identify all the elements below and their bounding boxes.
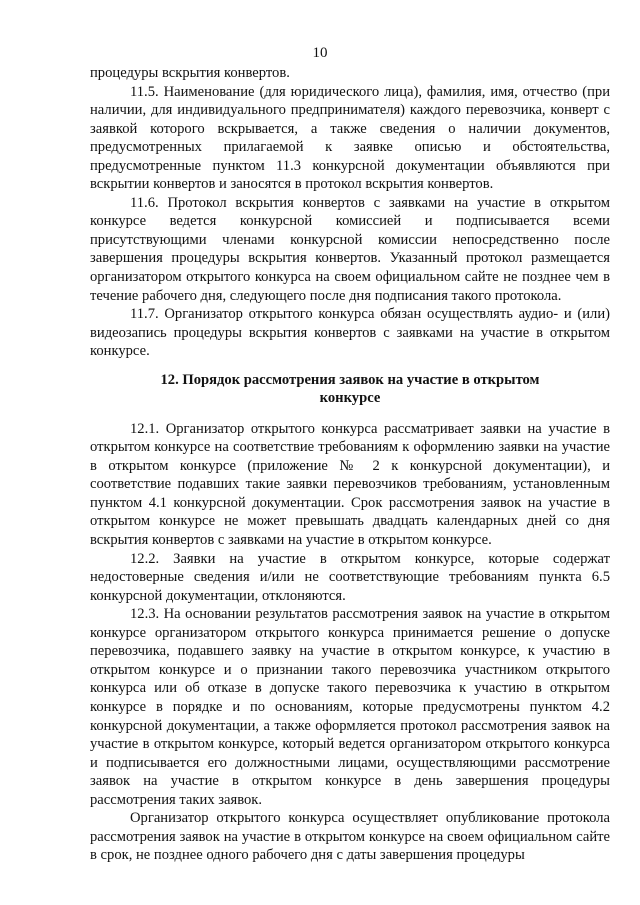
paragraph-11-5: 11.5. Наименование (для юридического лица), фамилия, имя, отчество (при наличии, для индивидуального предпринимателя) каждого перевозчика, конверт с заявкой которого вскрывается, а также сведения о наличии документов, предусмотренных прилагаемой к заявке описью и обстоятельства, предусмотренные пунктом 11.3 конкурсной документации объявляются при вскрытии конвертов и заносятся в протокол вскрытия конвертов. bbox=[90, 83, 610, 193]
paragraph-11-6: 11.6. Протокол вскрытия конвертов с заявками на участие в открытом конкурсе ведется конкурсной комиссией и подписывается всеми присутствующими членами конкурсной комиссии непосредственно после завершения процедуры вскрытия конвертов. Указанный протокол размещается организатором открытого конкурса на своем официальном сайте не позднее чем в течение рабочего дня, следующего после дня подписания такого протокола. bbox=[90, 194, 610, 304]
paragraph-12-2: 12.2. Заявки на участие в открытом конкурсе, которые содержат недостоверные сведения и/или не соответствующие требованиям пункта 6.5 конкурсной документации, отклоняются. bbox=[90, 550, 610, 604]
section-heading-line-1: 12. Порядок рассмотрения заявок на участие в открытом bbox=[160, 371, 540, 388]
document-body bbox=[90, 64, 610, 865]
page-number: 10 bbox=[312, 45, 328, 61]
paragraph-11-7: 11.7. Организатор открытого конкурса обязан осуществлять аудио- и (или) видеозапись процедуры вскрытия конвертов с заявками на участие в открытом конкурсе. bbox=[90, 306, 610, 360]
section-heading-line-2: конкурсе bbox=[319, 390, 381, 407]
paragraph-publication: Организатор открытого конкурса осуществляет опубликование протокола рассмотрения заявок на участие в открытом конкурсе на своем официальном сайте в срок, не позднее одного рабочего дня с даты завершения процедуры bbox=[90, 810, 610, 864]
section-heading bbox=[90, 371, 610, 408]
paragraph-continuation: процедуры вскрытия конвертов. bbox=[90, 65, 290, 81]
paragraph-12-1: 12.1. Организатор открытого конкурса рассматривает заявки на участие в открытом конкурсе на соответствие требованиям к оформлению заявки на участие в открытом конкурсе (приложение № 2 к конкурсной документации), и соответствие подавших такие заявки перевозчиков требованиям, установленным пунктом 4.1 конкурсной документации. Срок рассмотрения заявок на участие в открытом конкурсе не может превышать двадцать календарных дней со дня вскрытия конвертов с заявками на участие в открытом конкурсе. bbox=[90, 420, 610, 549]
paragraph-12-3: 12.3. На основании результатов рассмотрения заявок на участие в открытом конкурсе организатором открытого конкурса принимается решение о допуске перевозчика, подавшего заявку на участие в открытом конкурсе, к участию в открытом конкурсе и о признании такого перевозчика участником открытого конкурса или об отказе в допуске такого перевозчика к участию в открытом конкурсе в порядке и по основаниям, которые предусмотрены пунктом 4.2 конкурсной документации, а также оформляется протокол рассмотрения заявок на участие в открытом конкурсе, который ведется организатором открытого конкурса и подписывается его должностными лицами, осуществляющими рассмотрение заявок на участие в открытом конкурсе в день завершения процедуры рассмотрения таких заявок. bbox=[90, 606, 610, 808]
